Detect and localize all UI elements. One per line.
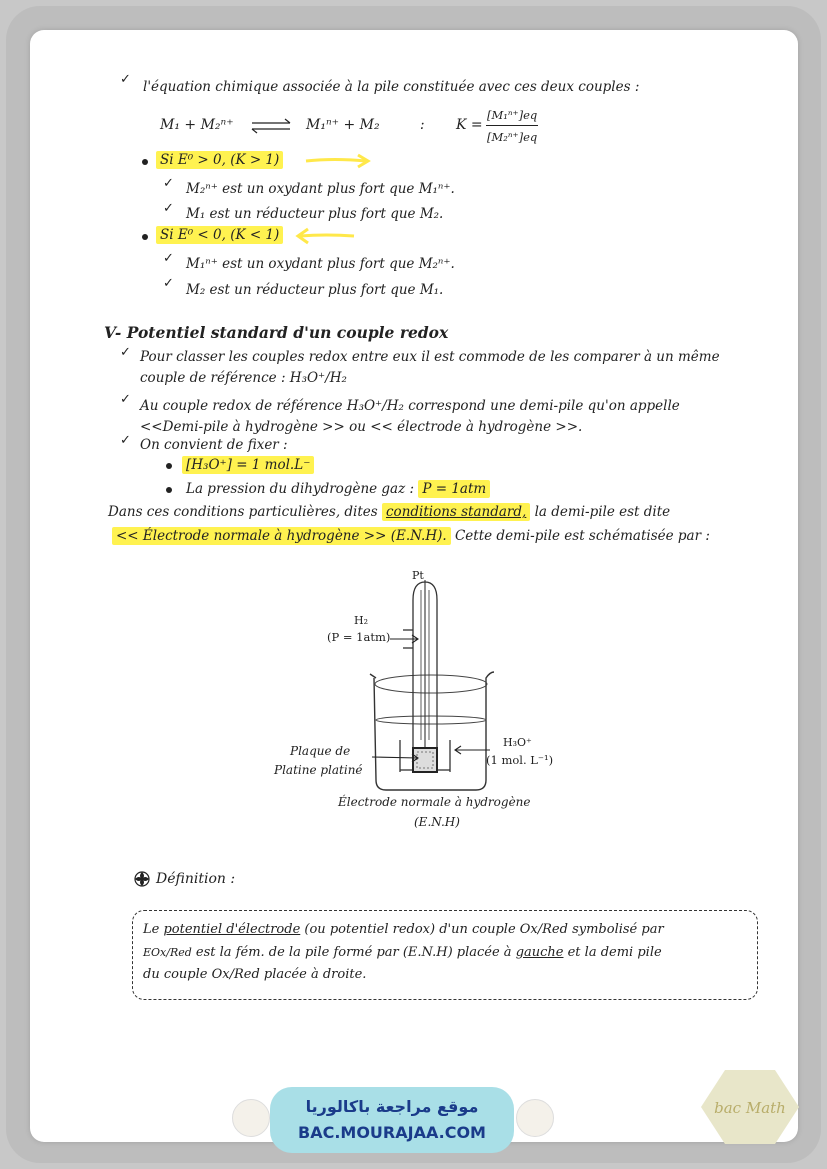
label-plaque-2: Platine platiné — [274, 763, 363, 777]
pinwheel-icon — [134, 871, 150, 887]
caption-line-2: (E.N.H) — [414, 815, 460, 829]
site-logo-left — [232, 1099, 270, 1137]
check-icon: ✓ — [163, 276, 174, 291]
site-url[interactable]: BAC.MOURAJAA.COM — [298, 1123, 486, 1142]
case-negative-b: M₂ est un réducteur plus fort que M₁. — [186, 282, 444, 298]
condition-pressure-value: P = 1atm — [418, 480, 490, 498]
label-plaque-1: Plaque de — [290, 744, 351, 758]
para4-pre: Dans ces conditions particulières, dites — [108, 504, 382, 520]
bullet — [142, 159, 148, 165]
def-line1-pre: Le — [143, 922, 164, 937]
def-line2-pre: est la fém. de la pile formé par (E.N.H) placée à — [191, 945, 516, 960]
eq-denominator: [M₂ⁿ⁺]eq — [487, 130, 538, 144]
def-line2-post: et la demi pile — [563, 945, 662, 960]
check-icon: ✓ — [120, 392, 131, 407]
eq-k: K = — [456, 117, 483, 133]
para4-underlined: conditions standard, — [382, 503, 530, 521]
para2-a: Au couple redox de référence H₃O⁺/H₂ correspond une demi-pile qu'on appelle — [140, 398, 680, 414]
para4-post: la demi-pile est dite — [530, 504, 671, 520]
label-h3o: H₃O⁺ — [503, 736, 532, 749]
def-line2-symbol: EOx/Red — [143, 946, 192, 959]
para5-highlight: << Électrode normale à hydrogène >> (E.N.H). — [112, 527, 451, 545]
check-icon: ✓ — [163, 201, 174, 216]
eq-colon: : — [420, 117, 425, 133]
eq-numerator: [M₁ⁿ⁺]eq — [487, 108, 538, 122]
label-pt: Pt — [412, 569, 424, 582]
label-h2: H₂ — [354, 614, 369, 627]
case-negative-a: M₁ⁿ⁺ est un oxydant plus fort que M₂ⁿ⁺. — [186, 256, 455, 272]
case-positive-a: M₂ⁿ⁺ est un oxydant plus fort que M₁ⁿ⁺. — [186, 181, 455, 197]
definition-title: Définition : — [156, 871, 236, 887]
label-concentration: (1 mol. L⁻¹) — [486, 753, 554, 767]
eq-right: M₁ⁿ⁺ + M₂ — [306, 117, 380, 133]
section-title: V- Potentiel standard d'un couple redox — [104, 323, 449, 342]
arrow-right-icon — [304, 152, 374, 170]
def-line2-underlined: gauche — [515, 945, 564, 960]
para3: On convient de fixer : — [140, 437, 288, 453]
bacmath-logo-text: bac Math — [714, 1099, 786, 1117]
site-name-arabic: موقع مراجعة باكالوريا — [305, 1097, 479, 1116]
condition-pressure-label: La pression du dihydrogène gaz : — [186, 481, 419, 497]
check-icon: ✓ — [163, 176, 174, 191]
arrow-left-icon — [294, 226, 358, 246]
case-positive: Si E⁰ > 0, (K > 1) — [156, 151, 283, 169]
check-icon: ✓ — [120, 72, 131, 87]
check-icon: ✓ — [163, 251, 174, 266]
bullet — [166, 487, 172, 493]
equilibrium-arrows-icon — [250, 117, 294, 135]
para1-b: couple de référence : H₃O⁺/H₂ — [140, 370, 347, 386]
def-line3: du couple Ox/Red placée à droite. — [143, 967, 367, 982]
eq-left: M₁ + M₂ⁿ⁺ — [160, 117, 234, 133]
caption-line-1: Électrode normale à hydrogène — [338, 795, 531, 809]
fraction-bar — [486, 125, 538, 126]
label-pressure: (P = 1atm) — [327, 630, 391, 644]
para5-post: Cette demi-pile est schématisée par : — [450, 528, 710, 544]
def-line1-underlined: potentiel d'électrode — [163, 922, 301, 937]
site-logo-right — [516, 1099, 554, 1137]
case-positive-b: M₁ est un réducteur plus fort que M₂. — [186, 206, 444, 222]
intro-line: l'équation chimique associée à la pile constituée avec ces deux couples : — [143, 79, 640, 95]
bullet — [142, 234, 148, 240]
bacmath-logo — [699, 1068, 801, 1146]
para1-a: Pour classer les couples redox entre eux il est commode de les comparer à un même — [140, 349, 720, 365]
check-icon: ✓ — [120, 345, 131, 360]
site-banner[interactable] — [270, 1087, 514, 1153]
condition-concentration: [H₃O⁺] = 1 mol.L⁻ — [182, 456, 314, 474]
def-line1-post: (ou potentiel redox) d'un couple Ox/Red symbolisé par — [300, 922, 664, 937]
para2-b: <<Demi-pile à hydrogène >> ou << électrode à hydrogène >>. — [140, 419, 583, 435]
case-negative: Si E⁰ < 0, (K < 1) — [156, 226, 283, 244]
check-icon: ✓ — [120, 433, 131, 448]
bullet — [166, 463, 172, 469]
